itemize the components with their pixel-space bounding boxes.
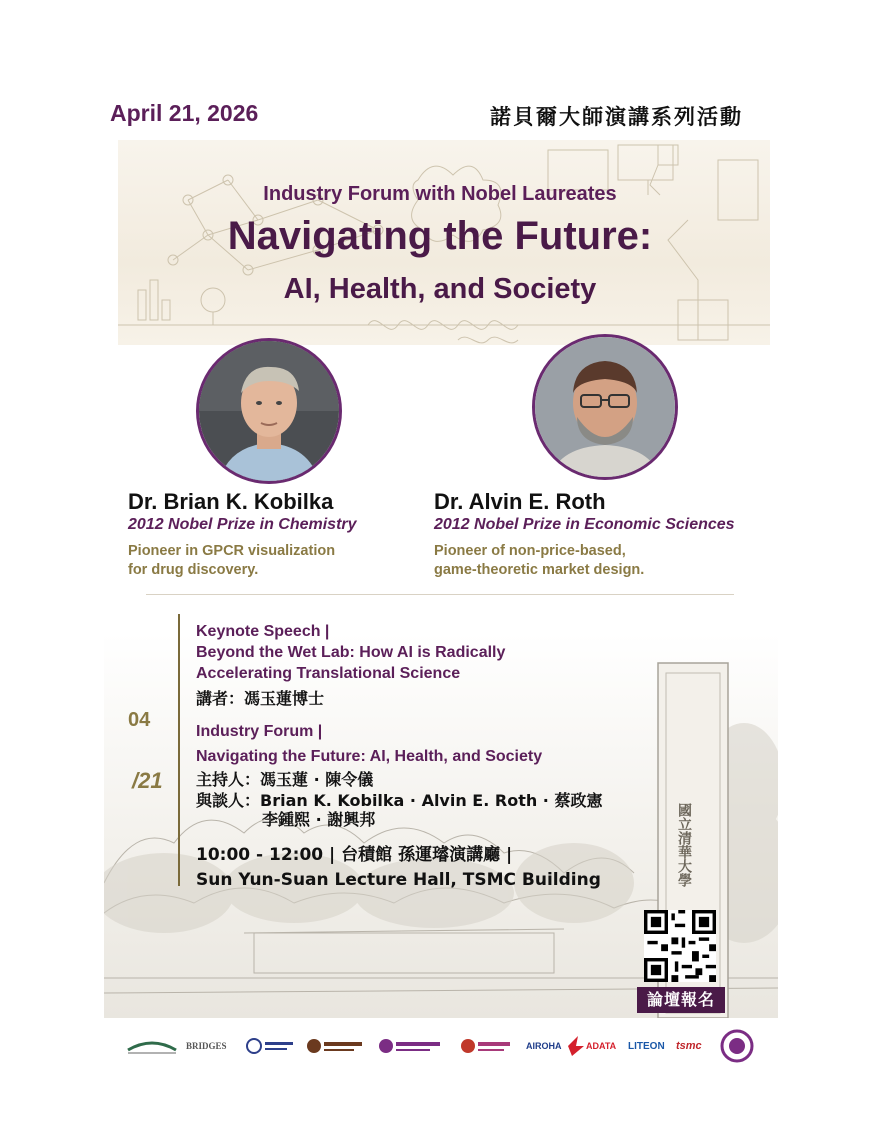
- event-time-venue: 10:00 - 12:00 | 台積館 孫運璿演講廳 |: [196, 845, 513, 865]
- speaker-prize-kobilka: 2012 Nobel Prize in Chemistry: [128, 516, 357, 533]
- speaker-desc-kobilka: [128, 542, 388, 580]
- forum-host: 主持人：馮玉蓮 · 陳令儀: [196, 770, 374, 789]
- speaker-prize-roth: 2012 Nobel Prize in Economic Sciences: [434, 516, 735, 533]
- logo-academia-sinica-icon: [245, 1036, 295, 1056]
- logo-nthu: [378, 1028, 442, 1064]
- speaker-photo-roth: [532, 334, 678, 480]
- portrait-roth-image: [535, 337, 675, 477]
- qr-code-icon: [644, 910, 716, 982]
- logo-kaohsiung-univ-icon: [460, 1036, 512, 1056]
- bird-logo-icon: [566, 1034, 584, 1058]
- sponsor-logos: [120, 1028, 760, 1064]
- campus-pillar-text: 國立清華大學: [676, 803, 692, 887]
- series-title: 諾貝爾大師演講系列活動: [490, 105, 743, 129]
- speaker-desc-line: game-theoretic market design.: [434, 562, 645, 578]
- logo-kaohsiung-univ: [460, 1028, 512, 1064]
- seal-logo-icon: [720, 1029, 754, 1063]
- logo-liteon: LITEON: [628, 1040, 665, 1052]
- event-date: April 21, 2026: [110, 100, 259, 126]
- logo-foundation: [126, 1028, 178, 1064]
- logo-bridges: BRIDGES: [186, 1041, 227, 1051]
- program-date-day: /21: [132, 768, 163, 793]
- logo-seal: [720, 1028, 754, 1064]
- logo-airoha: AIROHA: [526, 1041, 562, 1051]
- program-vertical-rule: [178, 614, 180, 886]
- registration-button[interactable]: 論壇報名: [637, 987, 725, 1013]
- logo-tsmc: tsmc: [676, 1040, 702, 1052]
- forum-title: Navigating the Future: AI, Health, and Society: [196, 748, 543, 765]
- forum-label: Industry Forum |: [196, 723, 323, 740]
- speaker-name-roth: Dr. Alvin E. Roth: [434, 489, 606, 514]
- forum-panelists: 與談人：Brian K. Kobilka · Alvin E. Roth · 蔡政憲: [196, 791, 603, 810]
- logo-ntu: [306, 1028, 364, 1064]
- logo-foundation-icon: [126, 1036, 178, 1056]
- speaker-name-kobilka: Dr. Brian K. Kobilka: [128, 489, 334, 514]
- speaker-desc-roth: [434, 542, 714, 580]
- program-date-month: 04: [128, 709, 151, 731]
- speaker-photo-kobilka: [196, 338, 342, 484]
- logo-adata: ADATA: [586, 1041, 617, 1051]
- logo-ntu-icon: [306, 1036, 364, 1056]
- logo-adata-icon: [566, 1028, 584, 1064]
- keynote-title-line: Beyond the Wet Lab: How AI is Radically: [196, 644, 506, 661]
- section-divider: [146, 594, 734, 595]
- hero-title-line2: AI, Health, and Society: [283, 273, 597, 305]
- registration-qr-code[interactable]: [644, 910, 716, 982]
- logo-academia-sinica: [245, 1028, 295, 1064]
- logo-nthu-icon: [378, 1036, 442, 1056]
- speaker-desc-line: for drug discovery.: [128, 562, 259, 578]
- keynote-title: [196, 642, 596, 684]
- hero-title: Navigating the Future:: [227, 214, 653, 258]
- speaker-desc-line: Pioneer in GPCR visualization: [128, 543, 336, 559]
- forum-panelists-line2: 李鍾熙 · 謝興邦: [262, 810, 376, 829]
- keynote-title-line: Accelerating Translational Science: [196, 665, 461, 682]
- portrait-kobilka-image: [199, 341, 339, 481]
- speaker-desc-line: Pioneer of non-price-based,: [434, 543, 626, 559]
- keynote-label: Keynote Speech |: [196, 623, 330, 640]
- event-venue-english: Sun Yun-Suan Lecture Hall, TSMC Building: [196, 870, 601, 890]
- keynote-speaker: 講者：馮玉蓮博士: [196, 689, 325, 708]
- hero-subtitle: Industry Forum with Nobel Laureates: [263, 183, 617, 205]
